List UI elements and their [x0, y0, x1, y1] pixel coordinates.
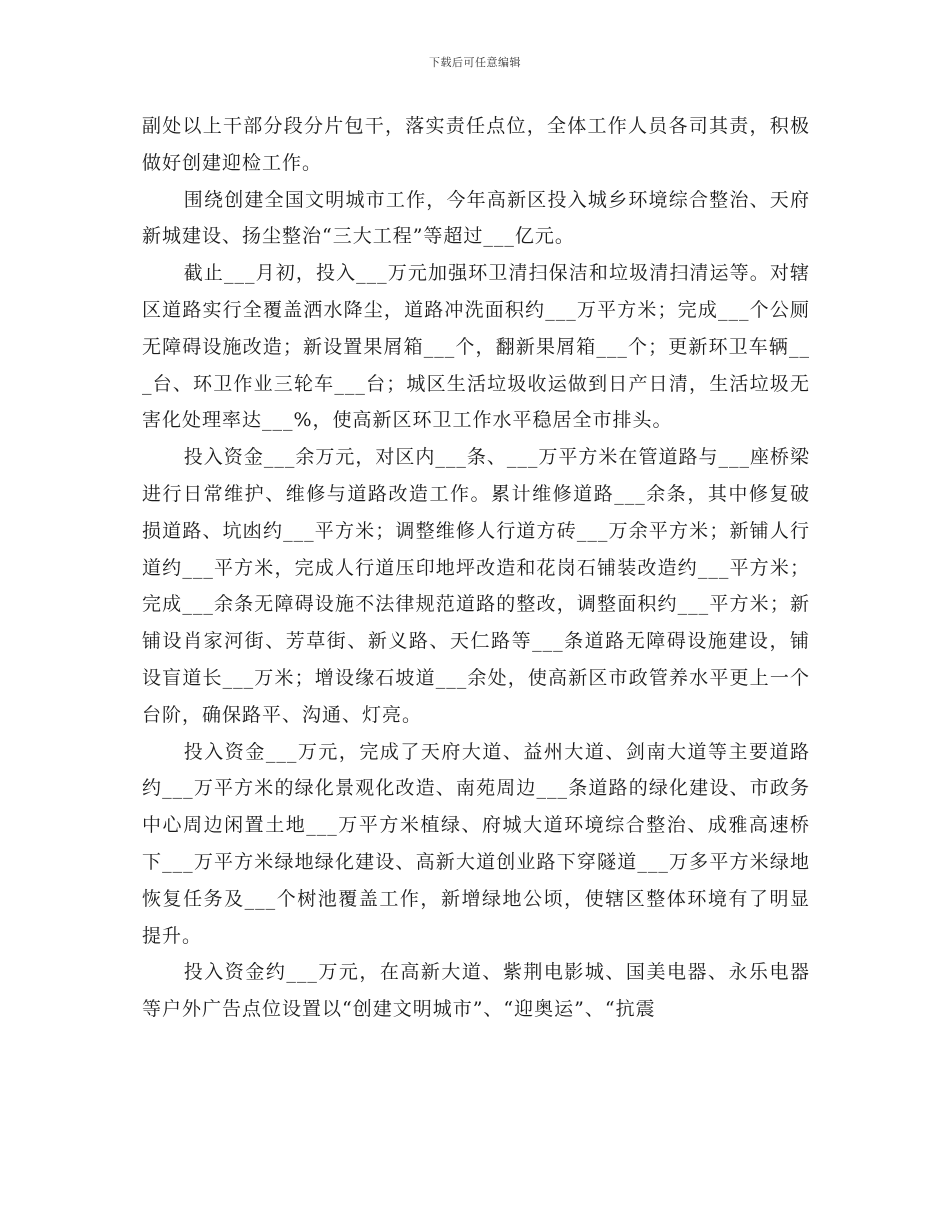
page-header: 下载后可任意编辑 [429, 56, 521, 69]
paragraph-4: 投入资金___余万元，对区内___条、___万平方米在管道路与___座桥梁进行日常维护、维修与道路改造工作。累计维修道路___余条，其中修复破损道路、坑凼约___平方米；调整维修人行道方砖___万余平方米；新铺人行道约___平方米，完成人行道压印地坪改造和花岗石铺装改造约___平方米；完成___余条无障碍设施不法律规范道路的整改，调整面积约___平方米；新铺设肖家河街、芳草街、新义路、天仁路等___条道路无障碍设施建设，铺设盲道长___万米；增设缘石坡道___余处，使高新区市政管养水平更上一个台阶，确保路平、沟通、灯亮。 [142, 446, 810, 726]
paragraph-3: 截止___月初，投入___万元加强环卫清扫保洁和垃圾清扫清运等。对辖区道路实行全覆盖洒水降尘，道路冲洗面积约___万平方米；完成___个公厕无障碍设施改造；新设置果屑箱___个，翻新果屑箱___个；更新环卫车辆___台、环卫作业三轮车___台；城区生活垃圾收运做到日产日清，生活垃圾无害化处理率达___%，使高新区环卫工作水平稳居全市排头。 [142, 262, 810, 432]
paragraph-1: 副处以上干部分段分片包干，落实责任点位，全体工作人员各司其责，积极做好创建迎检工作。 [142, 115, 810, 174]
document-body [142, 108, 810, 1028]
paragraph-6: 投入资金约___万元，在高新大道、紫荆电影城、国美电器、永乐电器等户外广告点位设置以“创建文明城市”、“迎奥运”、“抗震 [142, 961, 810, 1021]
paragraph-2: 围绕创建全国文明城市工作，今年高新区投入城乡环境综合整治、天府新城建设、扬尘整治“三大工程”等超过___亿元。 [142, 188, 810, 248]
paragraph-5: 投入资金___万元，完成了天府大道、益州大道、剑南大道等主要道路约___万平方米的绿化景观化改造、南苑周边___条道路的绿化建设、市政务中心周边闲置土地___万平方米植绿、府城大道环境综合整治、成雅高速桥下___万平方米绿地绿化建设、高新大道创业路下穿隧道___万多平方米绿地恢复任务及___个树池覆盖工作，新增绿地公顷，使辖区整体环境有了明显提升。 [142, 740, 810, 947]
